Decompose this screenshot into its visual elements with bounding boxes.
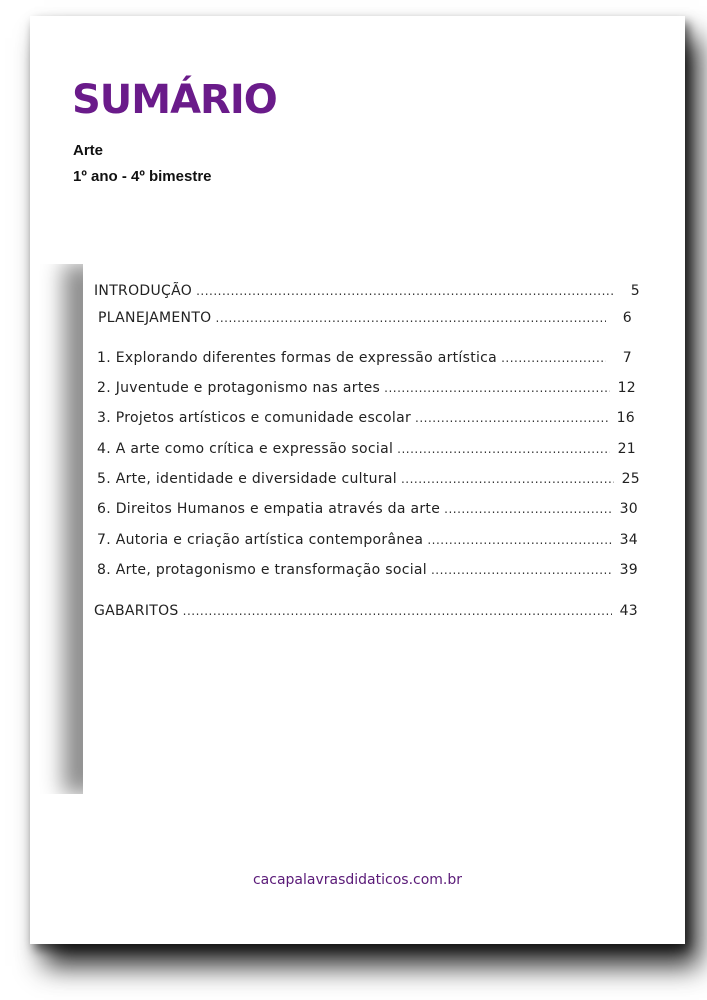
toc-entry-page: 39 — [619, 562, 638, 578]
toc-dot-leader — [444, 502, 612, 516]
toc-entry-page: 12 — [617, 380, 636, 396]
toc-entry-4[interactable] — [97, 441, 636, 461]
toc-entry-2[interactable] — [97, 380, 636, 400]
toc-entry-gabaritos[interactable] — [94, 603, 638, 623]
page-title: SUMÁRIO — [72, 77, 277, 123]
toc-dot-leader — [415, 411, 609, 425]
toc-entry-label: 2. Juventude e protagonismo nas artes — [97, 380, 381, 396]
toc-dot-leader — [401, 472, 614, 486]
toc-entry-label: INTRODUÇÃO — [94, 283, 193, 299]
toc-entry-label: 1. Explorando diferentes formas de expressão artística — [97, 350, 498, 366]
table-of-contents — [30, 16, 685, 944]
toc-entry-page: 25 — [621, 471, 640, 487]
toc-entry-page: 34 — [619, 532, 638, 548]
toc-dot-leader — [431, 563, 612, 577]
footer-website: cacapalavrasdidaticos.com.br — [252, 872, 463, 888]
toc-entry-3[interactable] — [97, 410, 635, 430]
toc-entry-1[interactable] — [97, 350, 632, 370]
toc-entry-label: 5. Arte, identidade e diversidade cultural — [97, 471, 397, 487]
toc-entry-page: 5 — [630, 283, 640, 299]
toc-entry-introducao[interactable] — [94, 283, 640, 303]
toc-dot-leader — [427, 533, 612, 547]
toc-dot-leader — [384, 381, 610, 395]
toc-entry-label: 6. Direitos Humanos e empatia através da arte — [97, 501, 441, 517]
document-page — [30, 16, 685, 944]
toc-dot-leader — [501, 351, 606, 365]
toc-entry-page: 6 — [622, 310, 632, 326]
toc-entry-8[interactable] — [97, 562, 638, 582]
toc-entry-page: 30 — [619, 501, 638, 517]
toc-dot-leader — [216, 311, 607, 325]
toc-entry-7[interactable] — [97, 532, 638, 552]
toc-dot-leader — [397, 442, 610, 456]
subject-label: Arte — [73, 142, 104, 159]
toc-entry-label: 8. Arte, protagonismo e transformação social — [97, 562, 427, 578]
toc-entry-label: 3. Projetos artísticos e comunidade escolar — [97, 410, 412, 426]
toc-entry-label: 7. Autoria e criação artística contemporânea — [97, 532, 424, 548]
grade-label: 1º ano - 4º bimestre — [73, 168, 212, 185]
toc-entry-page: 16 — [616, 410, 635, 426]
toc-entry-page: 7 — [622, 350, 632, 366]
toc-dot-leader — [183, 604, 612, 618]
toc-entry-5[interactable] — [97, 471, 640, 491]
toc-entry-6[interactable] — [97, 501, 638, 521]
toc-entry-page: 21 — [617, 441, 636, 457]
toc-entry-page: 43 — [619, 603, 638, 619]
toc-entry-label: GABARITOS — [94, 603, 179, 619]
toc-entry-label: 4. A arte como crítica e expressão social — [97, 441, 394, 457]
toc-dot-leader — [196, 284, 614, 298]
toc-entry-planejamento[interactable] — [98, 310, 632, 330]
toc-entry-label: PLANEJAMENTO — [98, 310, 212, 326]
